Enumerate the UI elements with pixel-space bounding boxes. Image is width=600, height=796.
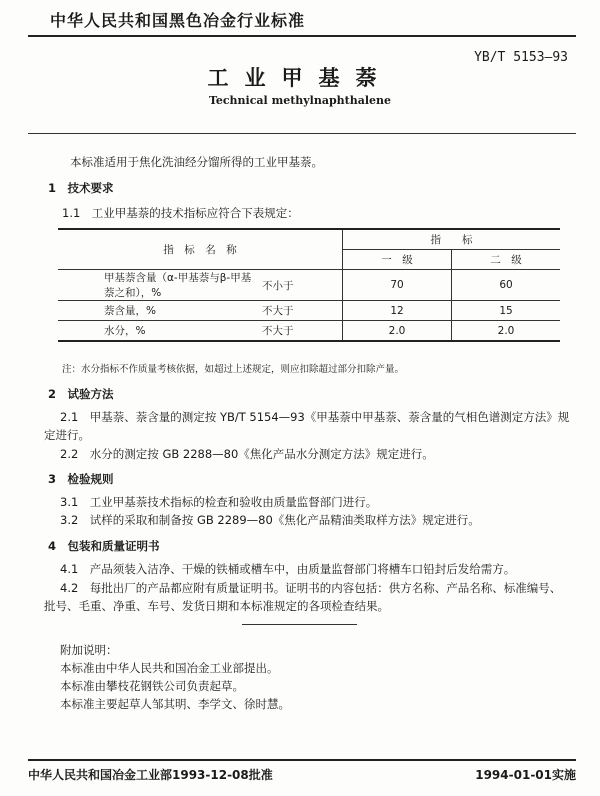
publisher-title: 中华人民共和国黑色冶金行业标准 bbox=[50, 11, 306, 30]
clause-1-1: 1.1 工业甲基萘的技术指标应符合下表规定： bbox=[62, 206, 299, 220]
row-name: 甲基萘含量（α-甲基萘与β-甲基萘之和），% bbox=[58, 270, 258, 301]
row-grade2: 15 bbox=[452, 301, 561, 321]
row-name: 萘含量，% bbox=[58, 301, 258, 321]
row-grade1: 70 bbox=[343, 270, 452, 301]
separator-rule bbox=[242, 624, 357, 625]
section-4-heading: 4 包装和质量证明书 bbox=[48, 539, 160, 553]
row-condition: 不大于 bbox=[258, 301, 343, 321]
section-2-heading: 2 试验方法 bbox=[48, 387, 114, 401]
clause-2-2: 2.2 水分的测定按 GB 2288—80《焦化产品水分测定方法》规定进行。 bbox=[60, 447, 434, 461]
table-note: 注：水分指标不作质量考核依据，如超过上述规定，则应扣除超过部分扣除产量。 bbox=[62, 364, 405, 375]
approval-date: 中华人民共和国冶金工业部1993-12-08批准 bbox=[28, 768, 273, 782]
document-title-en: Technical methylnaphthalene bbox=[208, 94, 392, 107]
document-title: 工业甲基萘 bbox=[207, 66, 393, 90]
table-row bbox=[58, 270, 560, 301]
row-name: 水分，% bbox=[58, 321, 258, 342]
clause-4-2-line2: 批号、毛重、净重、车号、发货日期和本标准规定的各项检查结果。 bbox=[44, 599, 389, 613]
row-condition: 不大于 bbox=[258, 321, 343, 342]
col-name-header: 指 标 名 称 bbox=[58, 229, 343, 270]
appendix-line-1: 本标准由中华人民共和国冶金工业部提出。 bbox=[60, 661, 279, 675]
header-rule bbox=[28, 35, 576, 37]
footer-rule bbox=[28, 759, 576, 761]
section-1-heading: 1 技术要求 bbox=[48, 181, 114, 195]
grade1-header: 一 级 bbox=[343, 250, 452, 270]
spec-table bbox=[58, 228, 560, 342]
row-grade1: 12 bbox=[343, 301, 452, 321]
appendix-line-3: 本标准主要起草人邹其明、李学文、徐时慧。 bbox=[60, 697, 290, 711]
appendix-line-2: 本标准由攀枝花钢铁公司负责起草。 bbox=[60, 679, 244, 693]
row-grade2: 2.0 bbox=[452, 321, 561, 342]
clause-4-1: 4.1 产品须装入洁净、干燥的铁桶或槽车中，由质量监督部门将槽车口铅封后发给需方。 bbox=[60, 562, 516, 576]
row-condition: 不小于 bbox=[258, 270, 343, 301]
appendix-heading: 附加说明： bbox=[60, 643, 118, 657]
row-grade1: 2.0 bbox=[343, 321, 452, 342]
table-row bbox=[58, 301, 560, 321]
clause-2-1-line2: 定进行。 bbox=[44, 428, 90, 442]
section-3-heading: 3 检验规则 bbox=[48, 472, 114, 486]
col-index-header: 指 标 bbox=[343, 229, 561, 250]
clause-3-2: 3.2 试样的采取和制备按 GB 2289—80《焦化产品精油类取样方法》规定进行。 bbox=[60, 513, 480, 527]
row-grade2: 60 bbox=[452, 270, 561, 301]
intro-paragraph: 本标准适用于焦化洗油经分馏所得的工业甲基萘。 bbox=[70, 155, 323, 169]
table-row bbox=[58, 321, 560, 342]
standard-number: YB/T 5153—93 bbox=[474, 50, 568, 65]
clause-2-1-line1: 2.1 甲基萘、萘含量的测定按 YB/T 5154—93《甲基萘中甲基萘、萘含量的气相色谱测定方法》规 bbox=[60, 410, 570, 424]
grade2-header: 二 级 bbox=[452, 250, 561, 270]
implementation-date: 1994-01-01实施 bbox=[475, 768, 576, 782]
clause-3-1: 3.1 工业甲基萘技术指标的检查和验收由质量监督部门进行。 bbox=[60, 495, 378, 509]
clause-4-2-line1: 4.2 每批出厂的产品都应附有质量证明书。证明书的内容包括：供方名称、产品名称、标准编号、 bbox=[60, 581, 562, 595]
title-rule bbox=[28, 133, 576, 134]
